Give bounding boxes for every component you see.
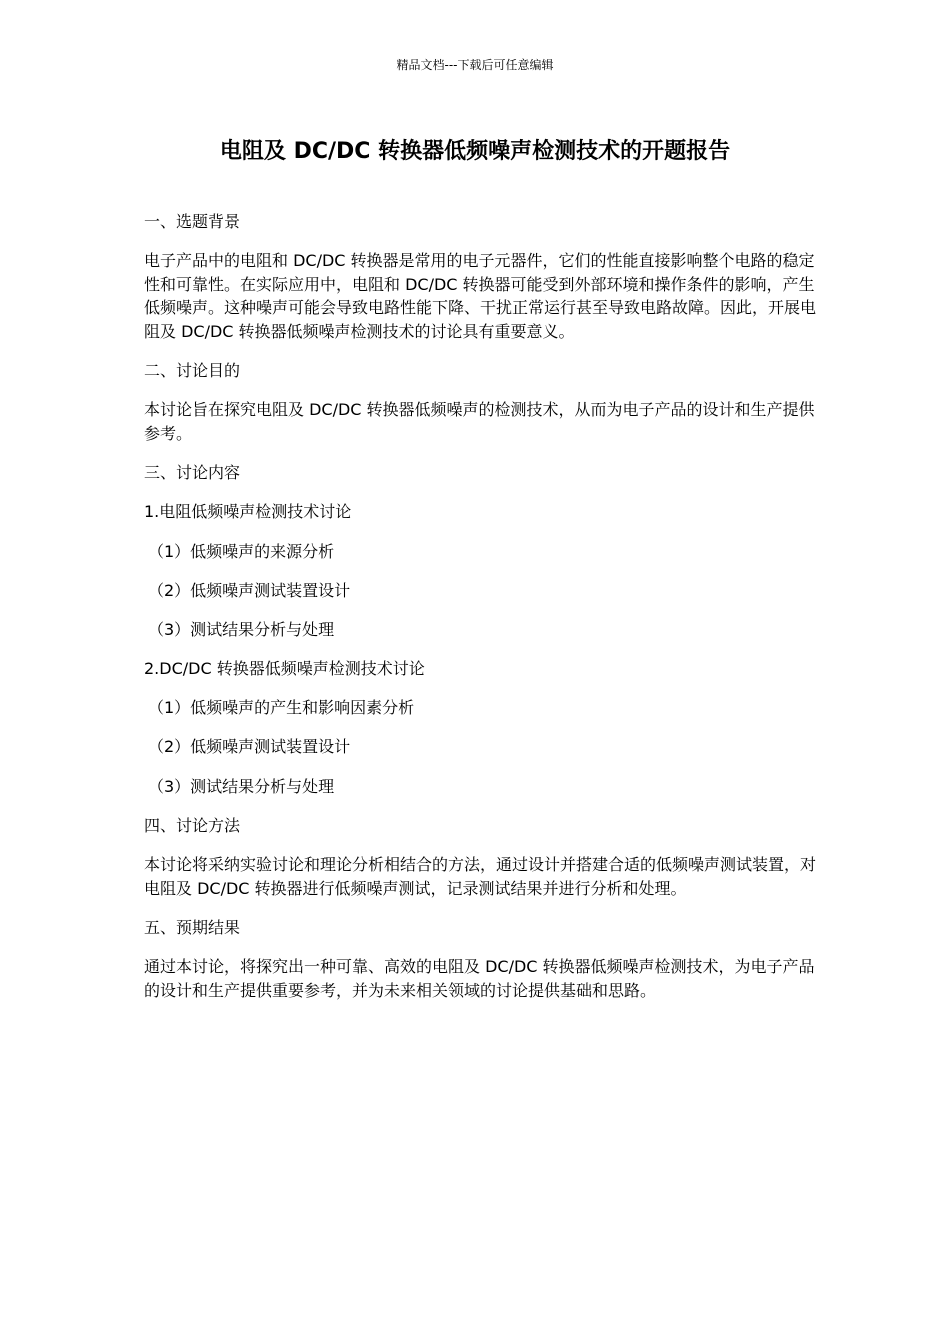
list-item: （3）测试结果分析与处理 xyxy=(148,619,335,639)
list-item: （3）测试结果分析与处理 xyxy=(148,776,335,796)
section-paragraph-purpose: 本讨论旨在探究电阻及 DC/DC 转换器低频噪声的检测技术，从而为电子产品的设计和生产提供参考。 xyxy=(144,400,815,443)
document-title: 电阻及 DC/DC 转换器低频噪声检测技术的开题报告 xyxy=(219,139,731,164)
section-heading-background: 一、选题背景 xyxy=(144,212,241,231)
subsection-title-converter: 2.DC/DC 转换器低频噪声检测技术讨论 xyxy=(144,659,425,679)
page-header: 精品文档---下载后可任意编辑 xyxy=(396,58,554,72)
subsection-title-resistor: 1.电阻低频噪声检测技术讨论 xyxy=(144,502,352,522)
section-heading-content: 三、讨论内容 xyxy=(144,463,241,483)
section-heading-expected-results: 五、预期结果 xyxy=(144,917,241,937)
list-item: （2）低频噪声测试装置设计 xyxy=(148,580,351,600)
document-body xyxy=(144,210,816,1018)
list-item: （1）低频噪声的产生和影响因素分析 xyxy=(148,698,415,718)
section-paragraph-method: 本讨论将采纳实验讨论和理论分析相结合的方法，通过设计并搭建合适的低频噪声测试装置，对电阻及 DC/DC 转换器进行低频噪声测试，记录测试结果并进行分析和处理。 xyxy=(144,855,817,898)
section-heading-purpose: 二、讨论目的 xyxy=(144,361,241,381)
section-paragraph-expected-results: 通过本讨论，将探究出一种可靠、高效的电阻及 DC/DC 转换器低频噪声检测技术，为电子产品的设计和生产提供重要参考，并为未来相关领域的讨论提供基础和思路。 xyxy=(144,956,815,1000)
list-item: （1）低频噪声的来源分析 xyxy=(148,541,335,561)
list-item: （2）低频噪声测试装置设计 xyxy=(148,737,351,757)
section-paragraph-background: 电子产品中的电阻和 DC/DC 转换器是常用的电子元器件，它们的性能直接影响整个电路的稳定性和可靠性。在实际应用中，电阻和 DC/DC 转换器可能受到外部环境和操作条件的影响，产生低频噪声。这种噪声可能会导致电路性能下降、干扰正常运行甚至导致电路故障。因此，开展电阻及 DC/DC 转换器低频噪声检测技术的讨论具有重要意义。 xyxy=(144,251,817,341)
section-heading-method: 四、讨论方法 xyxy=(144,815,241,835)
